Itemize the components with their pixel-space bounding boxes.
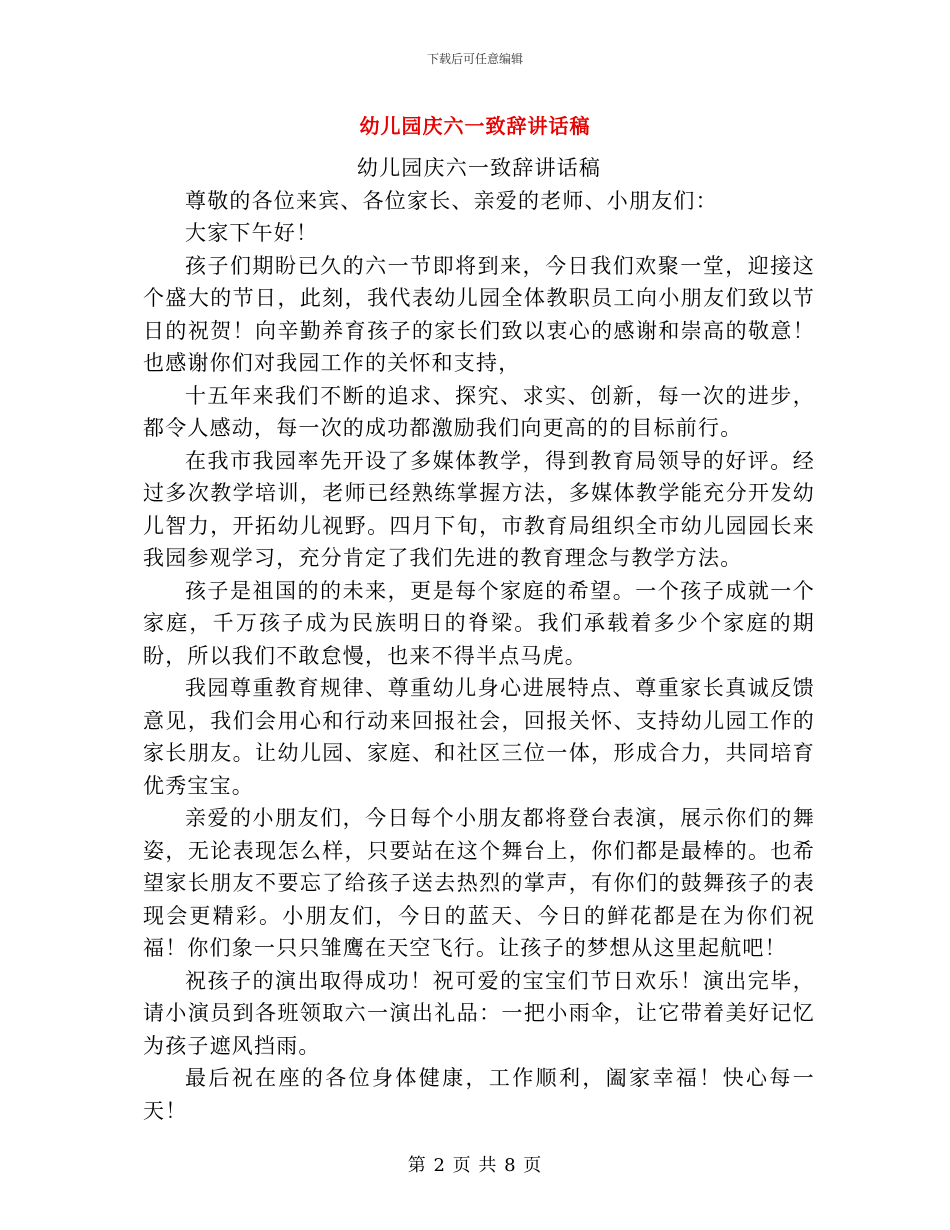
- paragraph-greeting: 尊敬的各位来宾、各位家长、亲爱的老师、小朋友们：: [185, 188, 718, 213]
- paragraph: 祝孩子的演出取得成功！祝可爱的宝宝们节日欢乐！演出完毕，请小演员到各班领取六一演出礼品：一把小雨伞，让它带着美好记忆为孩子遮风挡雨。: [143, 968, 815, 1058]
- paragraph: 十五年来我们不断的追求、探究、求实、创新，每一次的进步，都令人感动，每一次的成功都激励我们向更高的的目标前行。: [143, 383, 815, 440]
- header-note: 下载后可任意编辑: [426, 52, 523, 66]
- document-subtitle: 幼儿园庆六一致辞讲话稿: [356, 156, 602, 180]
- document-body: [143, 152, 815, 1127]
- document-title: 幼儿园庆六一致辞讲话稿: [359, 114, 591, 138]
- paragraph: 在我市我园率先开设了多媒体教学，得到教育局领导的好评。经过多次教学培训，老师已经熟练掌握方法，多媒体教学能充分开发幼儿智力，开拓幼儿视野。四月下旬，市教育局组织全市幼儿园园长来我园参观学习，充分肯定了我们先进的教育理念与教学方法。: [143, 448, 815, 570]
- paragraph: 亲爱的小朋友们，今日每个小朋友都将登台表演，展示你们的舞姿，无论表现怎么样，只要站在这个舞台上，你们都是最棒的。也希望家长朋友不要忘了给孩子送去热烈的掌声，有你们的鼓舞孩子的表现会更精彩。小朋友们，今日的蓝天、今日的鲜花都是在为你们祝福！你们象一只只雏鹰在天空飞行。让孩子的梦想从这里起航吧！: [143, 806, 815, 960]
- page-number: 第 2 页 共 8 页: [407, 1155, 543, 1176]
- paragraph: 我园尊重教育规律、尊重幼儿身心进展特点、尊重家长真诚反馈意见，我们会用心和行动来回报社会，回报关怀、支持幼儿园工作的家长朋友。让幼儿园、家庭、和社区三位一体，形成合力，共同培育优秀宝宝。: [143, 676, 815, 798]
- paragraph: 孩子是祖国的的未来，更是每个家庭的希望。一个孩子成就一个家庭，千万孩子成为民族明日的脊梁。我们承载着多少个家庭的期盼，所以我们不敢怠慢，也来不得半点马虎。: [143, 578, 815, 668]
- paragraph-closing: 最后祝在座的各位身体健康，工作顺利，阖家幸福！快心每一天！: [143, 1066, 815, 1123]
- paragraph-salutation: 大家下午好！: [185, 221, 319, 245]
- paragraph: 孩子们期盼已久的六一节即将到来，今日我们欢聚一堂，迎接这个盛大的节日，此刻，我代表幼儿园全体教职员工向小朋友们致以节日的祝贺！向辛勤养育孩子的家长们致以衷心的感谢和崇高的敬意！也感谢你们对我园工作的关怀和支持，: [143, 253, 815, 375]
